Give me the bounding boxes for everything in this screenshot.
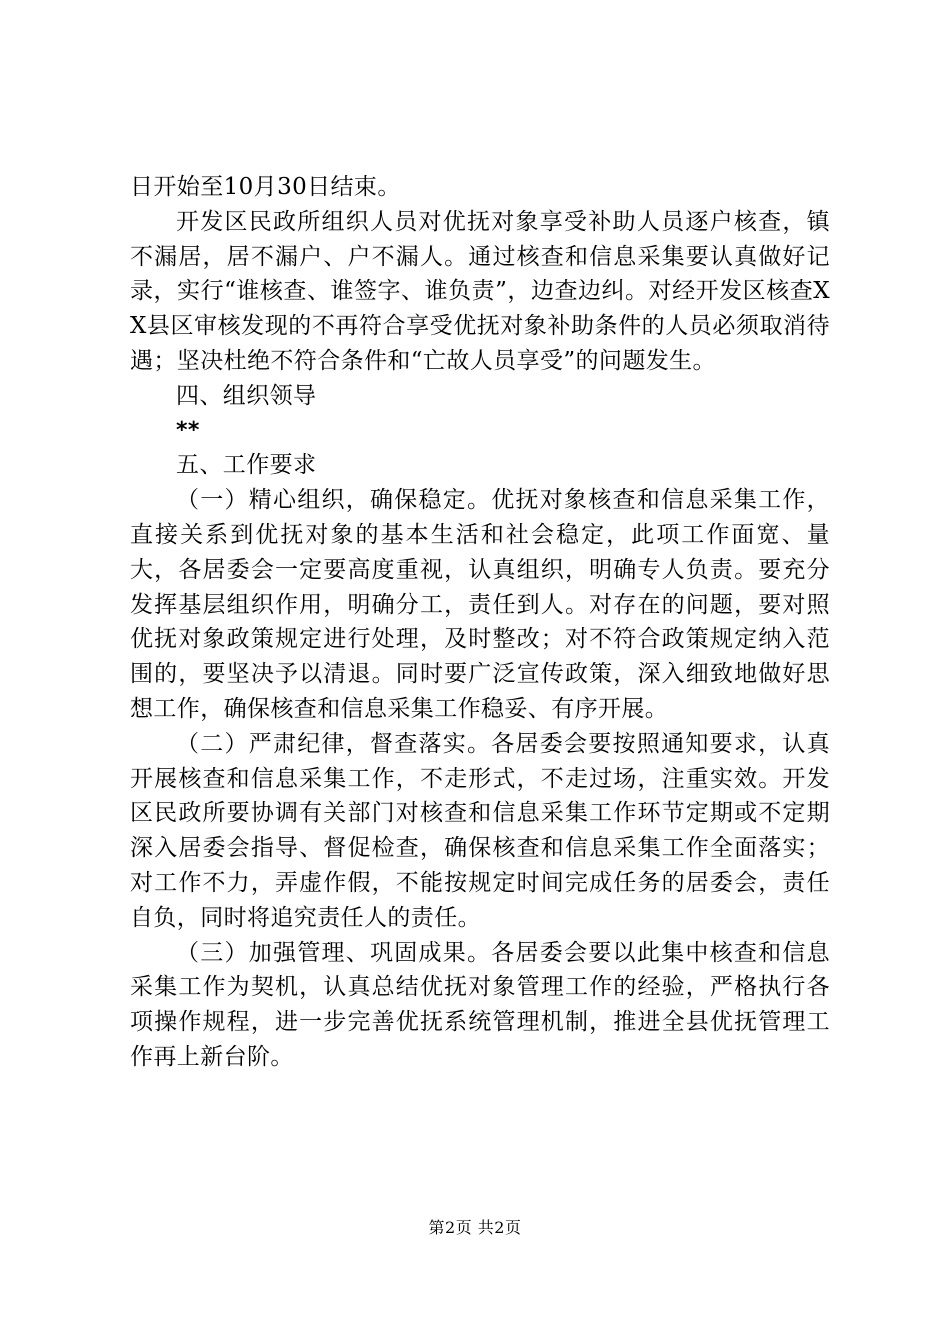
paragraph-requirement-2: （二）严肃纪律，督查落实。各居委会要按照通知要求，认真开展核查和信息采集工作，不走形式，不走过场，注重实效。开发区民政所要协调有关部门对核查和信息采集工作环节定期或不定期深入居委会指导、督促检查，确保核查和信息采集工作全面落实；对工作不力，弄虚作假，不能按规定时间完成任务的居委会，责任自负，同时将追究责任人的责任。: [130, 730, 830, 931]
paragraph-verification: 开发区民政所组织人员对优抚对象享受补助人员逐户核查，镇不漏居，居不漏户、户不漏人。通过核查和信息采集要认真做好记录，实行“谁核查、谁签字、谁负责”，边查边纠。对经开发区核查XX县区审核发现的不再符合享受优抚对象补助条件的人员必须取消待遇；坚决杜绝不符合条件和“亡故人员享受”的问题发生。: [130, 208, 830, 374]
paragraph-requirement-1: （一）精心组织，确保稳定。优抚对象核查和信息采集工作，直接关系到优抚对象的基本生活和社会稳定，此项工作面宽、量大，各居委会一定要高度重视，认真组织，明确专人负责。要充分发挥基层组织作用，明确分工，责任到人。对存在的问题，要对照优抚对象政策规定进行处理，及时整改；对不符合政策规定纳入范围的，要坚决予以清退。同时要广泛宣传政策，深入细致地做好思想工作，确保核查和信息采集工作稳妥、有序开展。: [130, 487, 830, 722]
page-number-label: 第2页 共2页: [428, 1218, 522, 1237]
placeholder-stars: **: [176, 417, 200, 443]
page-footer: [0, 1218, 950, 1238]
document-body: [130, 170, 830, 1075]
paragraph-continuation: 日开始至10月30日结束。: [130, 174, 401, 200]
section-heading-requirements: 五、工作要求: [176, 452, 317, 479]
section-heading-organization: 四、组织领导: [176, 382, 317, 409]
paragraph-requirement-3: （三）加强管理、巩固成果。各居委会要以此集中核查和信息采集工作为契机，认真总结优抚对象管理工作的经验，严格执行各项操作规程，进一步完善优抚系统管理机制，推进全县优抚管理工作再上新台阶。: [130, 939, 830, 1070]
